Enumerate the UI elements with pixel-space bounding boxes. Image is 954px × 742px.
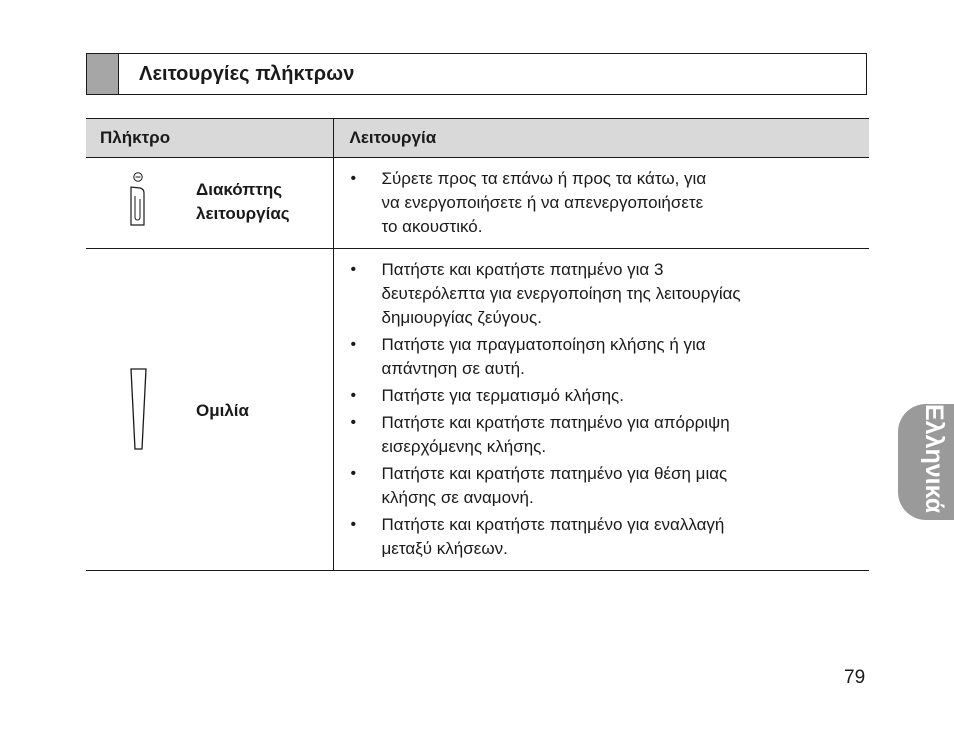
header-function: Λειτουργία (333, 119, 869, 158)
section-header (86, 53, 867, 95)
button-functions-table (86, 118, 869, 571)
description-cell (333, 249, 869, 571)
description-cell (333, 158, 869, 249)
list-item: • Πατήστε και κρατήστε πατημένο για 3 δευτερόλεπτα για ενεργοποίηση της λειτουργίας δημιουργίας ζεύγους. (350, 260, 741, 327)
table-row (86, 249, 869, 571)
list-item: • Πατήστε για τερματισμό κλήσης. (350, 386, 624, 405)
section-marker (87, 54, 119, 94)
table-row (86, 158, 869, 249)
list-item: • Πατήστε για πραγματοποίηση κλήσης ή για απάντηση σε αυτή. (350, 335, 706, 378)
list-item: • Πατήστε και κρατήστε πατημένο για θέση μιας κλήσης σε αναμονή. (350, 464, 728, 507)
key-label-talk: Ομιλία (196, 401, 249, 420)
key-cell (86, 158, 333, 249)
key-label-mode-switch: Διακόπτης λειτουργίας (196, 180, 290, 223)
bullet-list (334, 167, 870, 239)
list-item: • Πατήστε και κρατήστε πατημένο για απόρριψη εισερχόμενης κλήσης. (350, 413, 730, 456)
page-number: 79 (844, 667, 866, 688)
list-item: • Πατήστε και κρατήστε πατημένο για εναλλαγή μεταξύ κλήσεων. (350, 515, 725, 558)
list-item: • Σύρετε προς τα επάνω ή προς τα κάτω, για να ενεργοποιήσετε ή να απενεργοποιήσετε το ακουστικό. (350, 169, 707, 236)
bullet-list (334, 258, 870, 561)
table-header-row (86, 119, 869, 158)
key-cell (86, 249, 333, 571)
header-key: Πλήκτρο (86, 119, 333, 158)
language-side-tab (898, 404, 954, 520)
section-title: Λειτουργίες πλήκτρων (139, 62, 355, 85)
talk-button-icon (128, 367, 150, 451)
slide-switch-icon (127, 171, 149, 229)
language-label: Ελληνικά (920, 404, 948, 514)
